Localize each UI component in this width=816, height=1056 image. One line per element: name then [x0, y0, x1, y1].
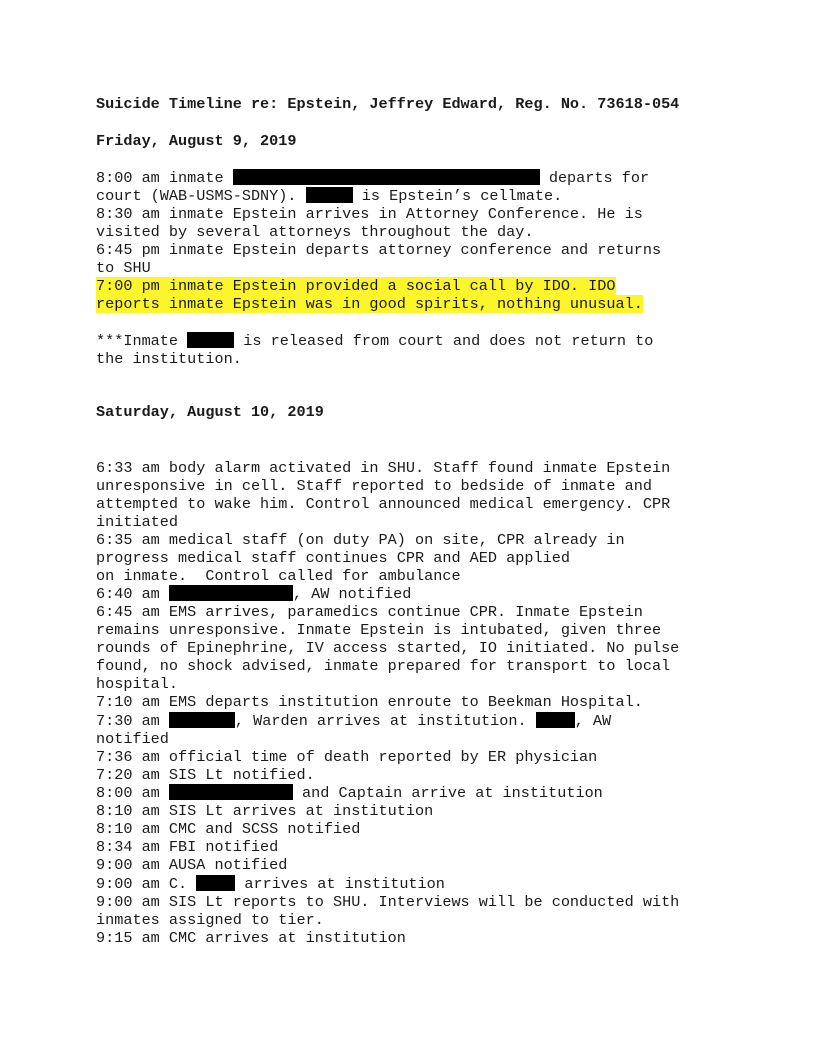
redaction-block	[187, 332, 234, 348]
redaction-block	[233, 169, 540, 185]
text-segment: ***Inmate	[96, 332, 188, 350]
text-segment: , Warden arrives at institution.	[234, 712, 536, 730]
entry-line: hospital.	[96, 675, 179, 693]
redaction-block	[536, 712, 575, 728]
text-segment: is released from court and does not return to	[234, 332, 654, 350]
entry-line: 8:10 am SIS Lt arrives at institution	[96, 802, 434, 820]
entry-line: 8:34 am FBI notified	[96, 838, 279, 856]
entry-line: 8:30 am inmate Epstein arrives in Attorney Conference. He is	[96, 205, 643, 223]
entry-line: unresponsive in cell. Staff reported to bedside of inmate and	[96, 477, 652, 495]
entry-line: 9:00 am SIS Lt reports to SHU. Interviews will be conducted with	[96, 893, 680, 911]
entry-line: visited by several attorneys throughout the day.	[96, 223, 534, 241]
entry-line: rounds of Epinephrine, IV access started, IO initiated. No pulse	[96, 639, 680, 657]
friday-heading: Friday, August 9, 2019	[96, 132, 297, 150]
entry-line: 9:15 am CMC arrives at institution	[96, 929, 406, 947]
text-segment: 7:30 am	[96, 712, 169, 730]
entry-line: initiated	[96, 513, 179, 531]
saturday-heading: Saturday, August 10, 2019	[96, 403, 324, 421]
text-segment: is Epstein’s cellmate.	[352, 187, 563, 205]
text-segment: 8:00 am inmate	[96, 169, 233, 187]
entry-line	[96, 784, 603, 802]
entry-line	[96, 187, 562, 205]
text-segment: 8:00 am	[96, 784, 169, 802]
redaction-block	[169, 585, 293, 601]
entry-line: 6:45 pm inmate Epstein departs attorney conference and returns	[96, 241, 662, 259]
entry-line: found, no shock advised, inmate prepared for transport to local	[96, 657, 671, 675]
text-segment: , AW notified	[292, 585, 412, 603]
highlight: reports inmate Epstein was in good spirits, nothing unusual.	[96, 295, 643, 313]
entry-line: 6:33 am body alarm activated in SHU. Staff found inmate Epstein	[96, 459, 671, 477]
document-title: Suicide Timeline re: Epstein, Jeffrey Edward, Reg. No. 73618-054	[96, 95, 680, 113]
text-segment: 9:00 am C.	[96, 875, 197, 893]
entry-line: inmates assigned to tier.	[96, 911, 324, 929]
entry-line: progress medical staff continues CPR and AED applied	[96, 549, 570, 567]
text-segment: 6:40 am	[96, 585, 169, 603]
entry-line: 9:00 am AUSA notified	[96, 856, 288, 874]
text-segment: departs for	[539, 169, 650, 187]
highlighted-line	[96, 277, 616, 295]
entry-line: 6:45 am EMS arrives, paramedics continue CPR. Inmate Epstein	[96, 603, 643, 621]
entry-line	[96, 712, 611, 730]
note-line: the institution.	[96, 350, 242, 368]
entry-line: 7:36 am official time of death reported by ER physician	[96, 748, 598, 766]
entry-line: 7:20 am SIS Lt notified.	[96, 766, 315, 784]
entry-line: to SHU	[96, 259, 151, 277]
redaction-block	[196, 875, 235, 891]
text-segment: , AW	[574, 712, 612, 730]
entry-line: 8:10 am CMC and SCSS notified	[96, 820, 361, 838]
text-segment: and Captain arrive at institution	[292, 784, 603, 802]
entry-line: 6:35 am medical staff (on duty PA) on site, CPR already in	[96, 531, 625, 549]
entry-line: remains unresponsive. Inmate Epstein is intubated, given three	[96, 621, 662, 639]
entry-line: on inmate. Control called for ambulance	[96, 567, 461, 585]
redaction-block	[169, 784, 293, 800]
text-segment: court (WAB-USMS-SDNY).	[96, 187, 306, 205]
highlighted-line	[96, 295, 643, 313]
entry-line: 7:10 am EMS departs institution enroute to Beekman Hospital.	[96, 693, 643, 711]
redaction-block	[306, 187, 353, 203]
text-segment: arrives at institution	[235, 875, 445, 893]
entry-line	[96, 585, 411, 603]
highlight: 7:00 pm inmate Epstein provided a social call by IDO. IDO	[96, 277, 616, 295]
entry-line: notified	[96, 730, 169, 748]
entry-line	[96, 875, 445, 893]
entry-line: attempted to wake him. Control announced medical emergency. CPR	[96, 495, 671, 513]
entry-line	[96, 169, 649, 187]
redaction-block	[169, 712, 235, 728]
note-line	[96, 332, 653, 350]
